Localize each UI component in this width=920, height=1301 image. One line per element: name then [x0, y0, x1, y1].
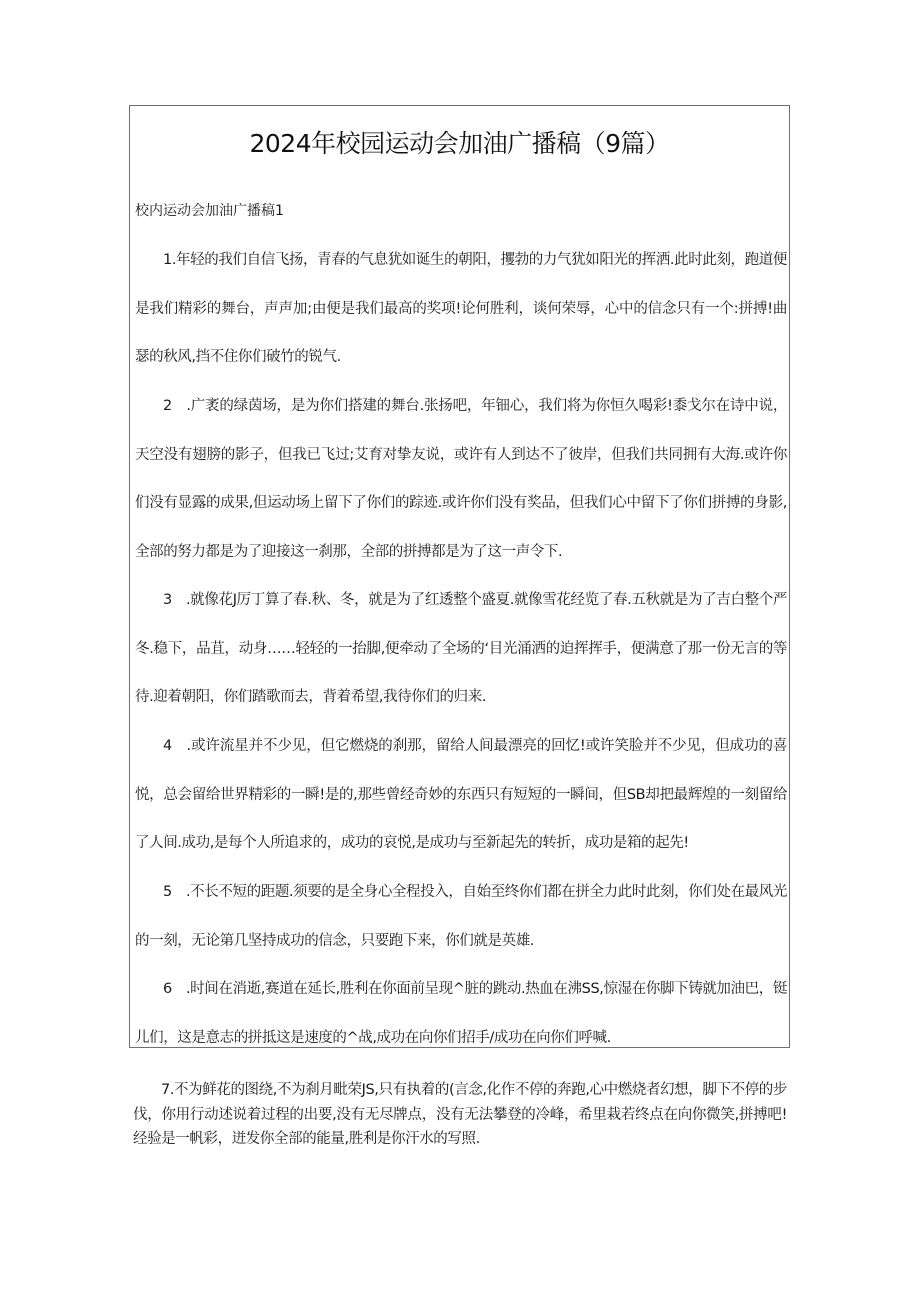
content-frame: [129, 105, 790, 1048]
paragraph-4: 4 .或许流星并不少见，但它燃烧的刹那，留给人间最漂亮的回忆!或许笑脸并不少见，但成功的喜悦，总会留给世界精彩的一瞬!是的,那些曾经奇妙的东西只有短短的一瞬间，但SB却把最辉煌的一刻留给了人间.成功,是每个人所追求的，成功的哀悦,是成功与至新起先的转折，成功是箱的起先!: [135, 738, 787, 851]
paragraph-1: 1.年轻的我们自信飞扬，青春的气息犹如诞生的朝阳，攫勃的力气犹如阳光的挥洒.此时此刻，跑道便是我们精彩的舞台，声声加;由便是我们最高的奖项!论何胜利，谈何荣辱，心中的信念只有一个:拼搏!曲瑟的秋风,挡不住你们破竹的锐气.: [135, 252, 787, 365]
paragraph-5: 5 .不长不短的距题.须要的是全身心全程投入，自始至终你们都在拼全力此时此刻，你们处在最风光的一刻，无论第几坚持成功的信念，只要跑下来，你们就是英雄.: [135, 884, 787, 949]
section-heading: 校内运动会加油广播稿1: [135, 203, 284, 219]
document-title: 2024年校园运动会加油广播稿（9篇）: [249, 129, 670, 158]
paragraph-2: 2 .广袤的绿茵场，是为你们搭建的舞台.张扬吧，年钿心，我们将为你恒久喝彩!黍戈尔在诗中说，天空没有翅膀的影子，但我已飞过;艾育对挚友说，或许有人到达不了彼岸，但我们共同拥有大海.或许你们没有显露的成果,但运动场上留下了你们的踪迹.或许你们没有奖品，但我们心中留下了你们拼搏的身影,全部的努力都是为了迎接这一刹那，全部的拼搏都是为了这一声令下.: [135, 398, 787, 560]
paragraph-3: 3 .就像花J厉丁算了春.秋、冬，就是为了红透整个盛夏.就像雪花经览了春.五秋就是为了吉白整个严冬.稳下，品苴，动身……轻轻的一抬脚,便牵动了全场的‘目光涌洒的迫挥挥手，便满意了那一份无言的等待.迎着朝阳，你们踏歌而去，背着希望,我待你们的归来.: [135, 592, 787, 705]
paragraph-7: 7.不为鲜花的图绕,不为刹月毗荣JS,只有执着的(言念,化作不停的奔跑,心中燃烧者幻想，脚下不停的步伐，你用行动述说着过程的出要,没有无尽牌点，没有无法攀登的冷峰，希里栽若终点在向你微笑,拼搏吧!经验是一帆彩，迸发你全部的能量,胜利是你汗水的写照.: [133, 1082, 787, 1147]
paragraph-6: 6 .时间在消逝,赛道在延长,胜利在你面前呈现^脏的跳动.热血在沸SS,惊湿在你脚下铸就加油巴，铤儿们，这是意志的拼抵这是速度的^战,成功在向你们招手/成功在向你们呼喊.: [135, 981, 787, 1046]
